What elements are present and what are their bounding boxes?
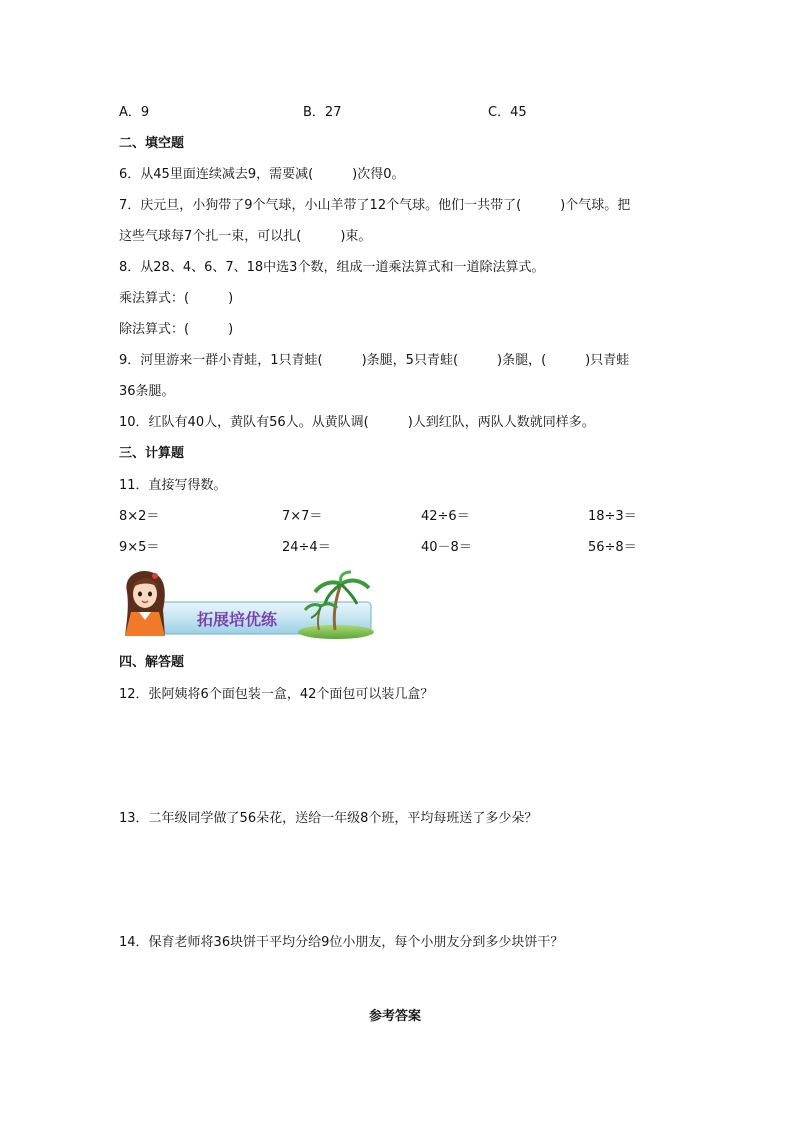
question-8: 8．从28、4、6、7、18中选3个数，组成一道乘法算式和一道除法算式。 bbox=[119, 260, 545, 275]
section-calculation-title: 三、计算题 bbox=[119, 446, 185, 461]
banner-illustration bbox=[121, 570, 375, 640]
section-fill-blank-title: 二、填空题 bbox=[119, 136, 185, 151]
q5-option-b: B．27 bbox=[303, 105, 342, 120]
q5-option-a: A．9 bbox=[119, 105, 150, 120]
question-12: 12．张阿姨将6个面包装一盒，42个面包可以装几盒？ bbox=[119, 687, 434, 702]
question-8-division: 除法算式：( ) bbox=[119, 322, 234, 337]
section-word-problems-title: 四、解答题 bbox=[119, 655, 185, 670]
question-11: 11．直接写得数。 bbox=[119, 478, 227, 493]
calc-item: 18÷3＝ bbox=[588, 509, 637, 524]
answer-key-title: 参考答案 bbox=[369, 1009, 422, 1024]
calc-item: 42÷6＝ bbox=[421, 509, 470, 524]
question-13: 13．二年级同学做了56朵花，送给一年级8个班，平均每班送了多少朵？ bbox=[119, 811, 538, 826]
calc-item: 8×2＝ bbox=[119, 509, 160, 524]
question-7-line2: 这些气球每7个扎一束，可以扎( )束。 bbox=[119, 229, 372, 244]
question-8-multiplication: 乘法算式：( ) bbox=[119, 291, 234, 306]
calc-item: 9×5＝ bbox=[119, 540, 160, 555]
q5-option-c: C．45 bbox=[488, 105, 527, 120]
extension-practice-banner bbox=[121, 570, 375, 640]
calc-item: 40－8＝ bbox=[421, 540, 472, 555]
question-14: 14．保育老师将36块饼干平均分给9位小朋友，每个小朋友分到多少块饼干？ bbox=[119, 935, 564, 950]
question-6: 6．从45里面连续减去9，需要减( )次得0。 bbox=[119, 167, 405, 182]
banner-title: 拓展培优练 bbox=[197, 610, 278, 629]
calc-item: 56÷8＝ bbox=[588, 540, 637, 555]
girl-illustration bbox=[125, 571, 165, 636]
question-9-line2: 36条腿。 bbox=[119, 384, 175, 399]
calc-item: 7×7＝ bbox=[282, 509, 323, 524]
question-10: 10．红队有40人，黄队有56人。从黄队调( )人到红队，两队人数就同样多。 bbox=[119, 415, 595, 430]
question-9-line1: 9．河里游来一群小青蛙，1只青蛙( )条腿，5只青蛙( )条腿，( )只青蛙 bbox=[119, 353, 630, 368]
question-7-line1: 7．庆元旦，小狗带了9个气球，小山羊带了12个气球。他们一共带了( )个气球。把 bbox=[119, 198, 631, 213]
calc-item: 24÷4＝ bbox=[282, 540, 331, 555]
